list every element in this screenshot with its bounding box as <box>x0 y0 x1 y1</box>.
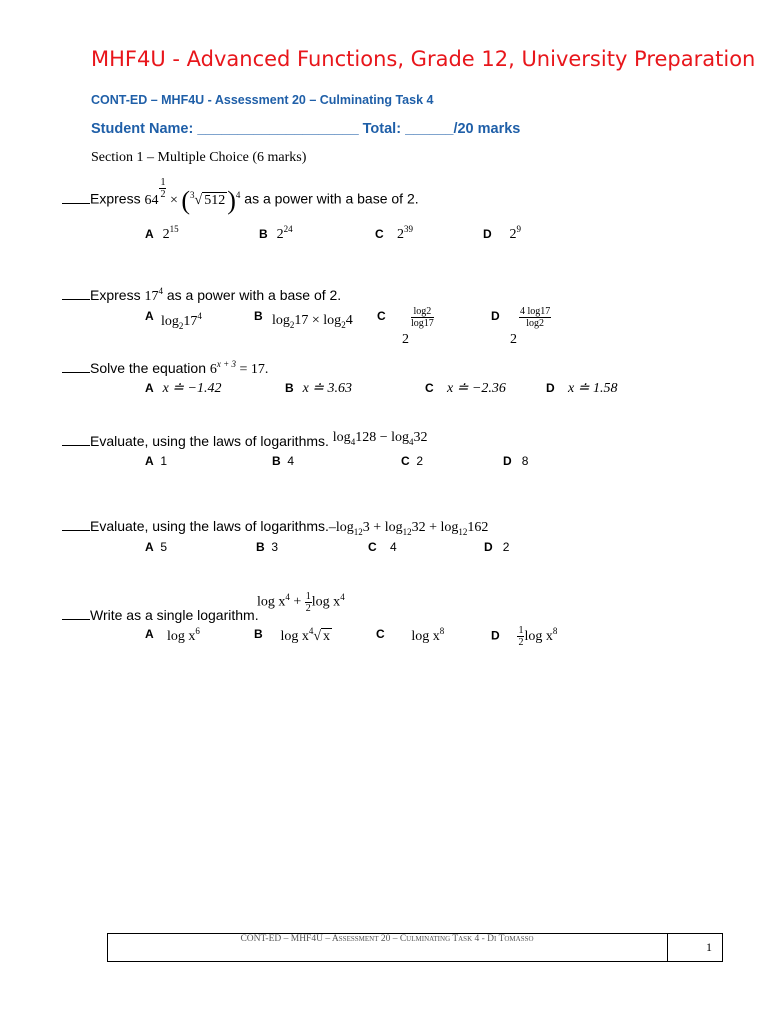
assessment-subtitle: CONT-ED – MHF4U - Assessment 20 – Culminating Task 4 <box>91 93 434 107</box>
q6-option-a[interactable]: A $\log x^6$ <box>145 626 200 644</box>
q6-option-c[interactable]: C $\log x^8$ <box>376 626 445 644</box>
q2-option-b-expr: $\log_217 \times \log_24$ <box>272 313 353 330</box>
q4-option-a[interactable]: A 1 <box>145 454 168 468</box>
answer-blank[interactable] <box>62 192 90 204</box>
document-title: MHF4U - Advanced Functions, Grade 12, University Preparation <box>91 47 756 71</box>
q4-option-b[interactable]: B 4 <box>272 454 295 468</box>
footer-text: CONT-ED – MHF4U – Assessment 20 – Culminating Task 4 - Di Tomasso <box>240 934 534 944</box>
page-number: 1 <box>706 940 712 954</box>
q2-option-b[interactable]: B <box>254 309 263 323</box>
q3-option-c[interactable]: C x ≐ −2.36 <box>425 381 506 396</box>
q6-expression: $\log x^4$ + $\frac{1}{2}$ $\log x^4$ <box>257 591 345 614</box>
q2-option-c-expr: 2 $\frac{\log 2}{\log 17}$ <box>402 306 434 347</box>
question-6: Write as a single logarithm. <box>62 607 259 623</box>
q2-option-d-expr: 2 $\frac{4 \log 17}{\log 2}$ <box>510 306 551 347</box>
q2-option-c[interactable]: C <box>377 309 386 323</box>
student-name-total-line: Student Name: ____________________ Total: ______/20 marks <box>91 121 521 137</box>
answer-blank[interactable] <box>62 519 90 531</box>
question-2: Express $17^4$ as a power with a base of 2. <box>62 287 341 305</box>
q5-option-d[interactable]: D 2 <box>484 540 510 554</box>
q3-option-a[interactable]: A x ≐ −1.42 <box>145 381 222 396</box>
q1-option-b[interactable]: B $2^{24}$ <box>259 224 293 242</box>
q1-option-a[interactable]: A $2^{15}$ <box>145 224 179 242</box>
question-3: Solve the equation $6^{x + 3} = 17$. <box>62 360 268 378</box>
q2-option-d[interactable]: D <box>491 309 500 323</box>
q2-option-a-expr: $\log_217^4$ <box>161 311 202 331</box>
answer-blank[interactable] <box>62 288 90 300</box>
q3-option-b[interactable]: B x ≐ 3.63 <box>285 381 353 396</box>
answer-blank[interactable] <box>62 434 90 446</box>
answer-blank[interactable] <box>62 361 90 373</box>
footer-divider <box>667 933 668 961</box>
q2-option-a[interactable]: A <box>145 309 154 323</box>
q5-option-b[interactable]: B 3 <box>256 540 279 554</box>
q4-option-d[interactable]: D 8 <box>503 454 529 468</box>
q5-option-a[interactable]: A 5 <box>145 540 168 554</box>
question-1: Express 64 $\frac{1}{2}$ × ($^3$√ 512)$^4$ as a power with a base of 2. <box>62 189 419 212</box>
q6-option-d[interactable]: D $\frac{1}{2}$ $\log x^8$ <box>491 625 558 648</box>
q1-option-c[interactable]: C $2^{39}$ <box>375 224 414 242</box>
q1-option-d[interactable]: D $2^9$ <box>483 224 521 242</box>
question-5: Evaluate, using the laws of $logarithms.-\log_{12}3 + \log_{12}32 + \log_{12}162$ <box>62 518 488 536</box>
section-heading: Section 1 – Multiple Choice (6 marks) <box>91 150 307 165</box>
q1-expression: 64 $\frac{1}{2}$ × ($^3$√ 512)$^4$ <box>144 177 241 215</box>
q4-option-c[interactable]: C 2 <box>401 454 424 468</box>
q3-option-d[interactable]: D x ≐ 1.58 <box>546 381 618 396</box>
question-4: Evaluate, using the laws of logarithms. $\log_4128 - \log_432$ <box>62 433 427 451</box>
q5-option-c[interactable]: C 4 <box>368 540 397 554</box>
q6-option-b[interactable]: B $\log x^4√$ x <box>254 626 331 644</box>
answer-blank[interactable] <box>62 608 90 620</box>
